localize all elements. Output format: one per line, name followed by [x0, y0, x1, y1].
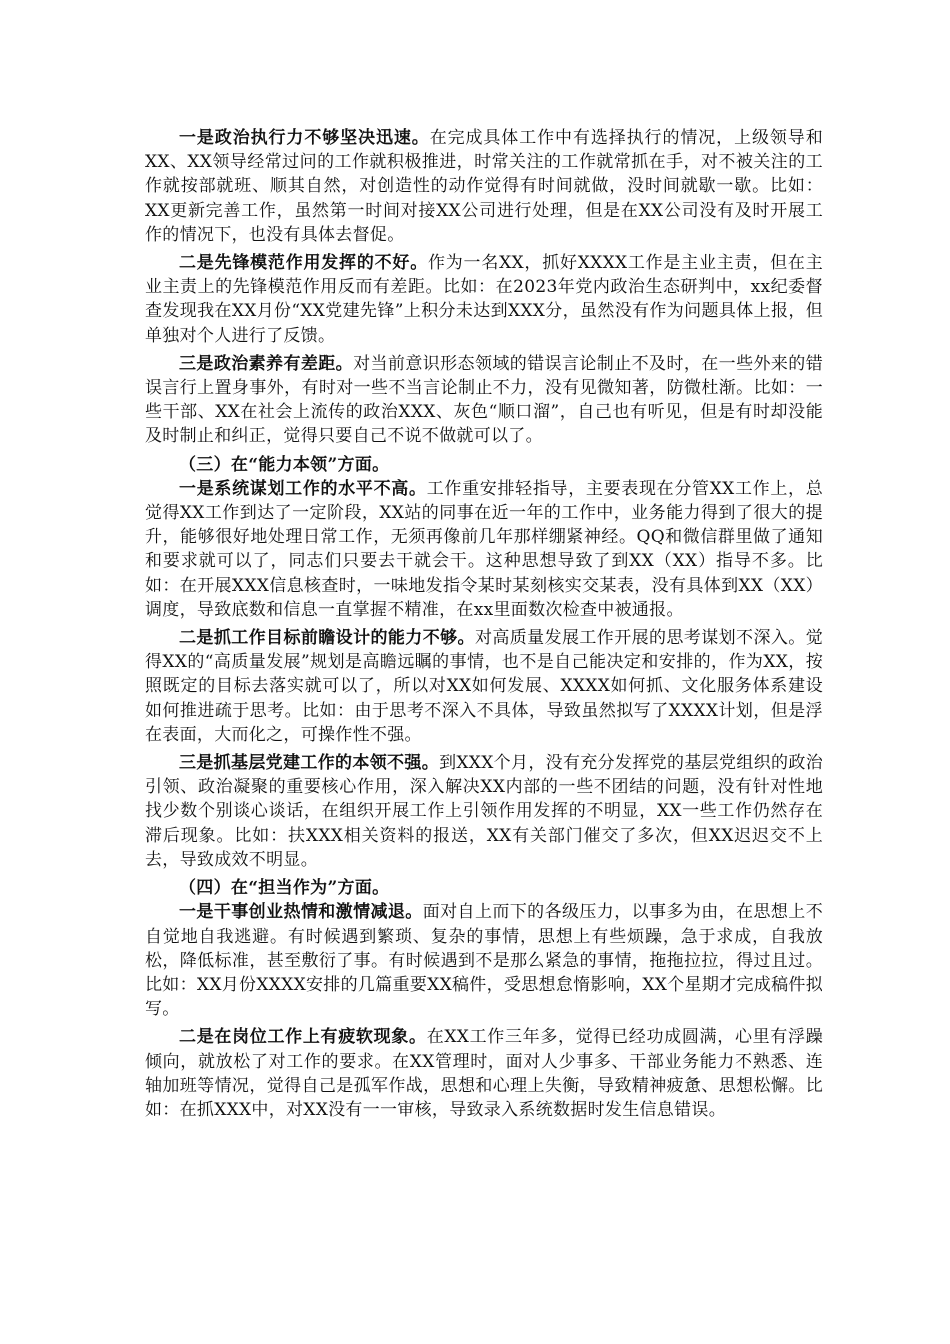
paragraph-body: 对高质量发展工作开展的思考谋划不深入。觉得XX的“高质量发展”规划是高瞻远瞩的事情，也不是自己能决定和安排的，作为XX，按照既定的目标去落实就可以了，所以对XX如何发展、XXXX如何抓、文化服务体系建设如何推进疏于思考。比如：由于思考不深入不具体，导致虽然拟写了XXXX计划，但是浮在表面，大而化之，可操作性不强。 [145, 628, 823, 745]
paragraph-lead: 二是在岗位工作上有疲软现象。 [179, 1027, 427, 1048]
paragraph-political-execution [145, 126, 823, 247]
paragraph-body: 对当前意识形态领域的错误言论制止不及时，在一些外来的错误言行上置身事外，有时对一些不当言论制止不力，没有见微知著，防微杜渐。比如：一些干部、XX在社会上流传的政治XXX、灰色“顺口溜”，自己也有听见，但是有时却没能及时制止和纠正，觉得只要自己不说不做就可以了。 [145, 353, 824, 447]
paragraph-body: 工作重安排轻指导，主要表现在分管XX工作上，总觉得XX工作到达了一定阶段，XX站的同事在近一年的工作中，业务能力得到了很大的提升，能够很好地处理日常工作，无须再像前几年那样绷紧神经。QQ和微信群里做了通知和要求就可以了，同志们只要去干就会干。这种思想导致了到XX（XX）指导不多。比如：在开展XXX信息核查时，一味地发指令某时某刻核实交某表，没有具体到XX（XX）调度，导致底数和信息一直掌握不精准，在xx里面数次检查中被通报。 [145, 478, 824, 620]
paragraph-body: 面对自上而下的各级压力，以事多为由，在思想上不自觉地自我逃避。有时候遇到繁琐、复杂的事情，思想上有些烦躁，急于求成，自我放松，降低标准，甚至敷衍了事。有时候遇到不是那么紧急的事情，拖拖拉拉，得过且过。比如：XX月份XXXX安排的几篇重要XX稿件，受思想怠惰影响，XX个星期才完成稿件拟写。 [145, 902, 823, 1020]
paragraph-lead: 一是干事创业热情和激情减退。 [179, 902, 423, 923]
paragraph-political-literacy [145, 352, 823, 449]
paragraph-body: 在完成具体工作中有选择执行的情况，上级领导和XX、XX领导经常过问的工作就积极推进，时常关注的工作就常抓在手，对不被关注的工作就按部就班、顺其自然，对创造性的动作觉得有时间就做，没时间就歇一歇。比如：XX更新完善工作，虽然第一时间对接XX公司进行处理，但是在XX公司没有及时开展工作的情况下，也没有具体去督促。 [145, 128, 823, 245]
paragraph-fatigue [145, 1025, 823, 1122]
paragraph-lead: 三是政治素养有差距。 [179, 353, 354, 374]
paragraph-grassroots-party [145, 751, 823, 872]
paragraph-lead: 一是政治执行力不够坚决迅速。 [179, 128, 430, 148]
paragraph-lead: 一是系统谋划工作的水平不高。 [179, 478, 427, 499]
paragraph-lead: 二是抓工作目标前瞻设计的能力不够。 [179, 628, 475, 649]
paragraph-enthusiasm [145, 900, 823, 1021]
paragraph-forward-design [145, 626, 823, 747]
paragraph-body: 到XXX个月，没有充分发挥党的基层党组织的政治引领、政治凝聚的重要核心作用，深入解决XX内部的一些不团结的问题，没有针对性地找少数个别谈心谈话，在组织开展工作上引领作用发挥的不明显，XX一些工作仍然存在滞后现象。比如：扶XXX相关资料的报送，XX有关部门催交了多次，但XX迟迟交不上去，导致成效不明显。 [145, 753, 824, 870]
paragraph-body: 作为一名XX，抓好XXXX工作是主业主责，但在主业主责上的先锋模范作用反而有差距。比如：在2023年党内政治生态研判中，xx纪委督查发现我在XX月份“XX党建先锋”上积分未达到XXX分，虽然没有作为问题具体上报，但单独对个人进行了反馈。 [145, 253, 823, 346]
paragraph-vanguard-role [145, 251, 823, 348]
paragraph-system-planning [145, 477, 823, 622]
document-page [145, 126, 823, 1122]
section-heading-responsibility: （四）在“担当作为”方面。 [179, 878, 390, 899]
paragraph-lead: 三是抓基层党建工作的本领不强。 [179, 753, 440, 774]
paragraph-body: 在XX工作三年多，觉得已经功成圆满，心里有浮躁倾向，就放松了对工作的要求。在XX管理时，面对人少事多、干部业务能力不熟悉、连轴加班等情况，觉得自己是孤军作战，思想和心理上失衡，导致精神疲惫、思想松懈。比如：在抓XXX中，对XX没有一一审核，导致录入系统数据时发生信息错误。 [145, 1027, 824, 1120]
paragraph-lead: 二是先锋模范作用发挥的不好。 [179, 253, 428, 274]
section-heading-ability: （三）在“能力本领”方面。 [179, 454, 390, 475]
